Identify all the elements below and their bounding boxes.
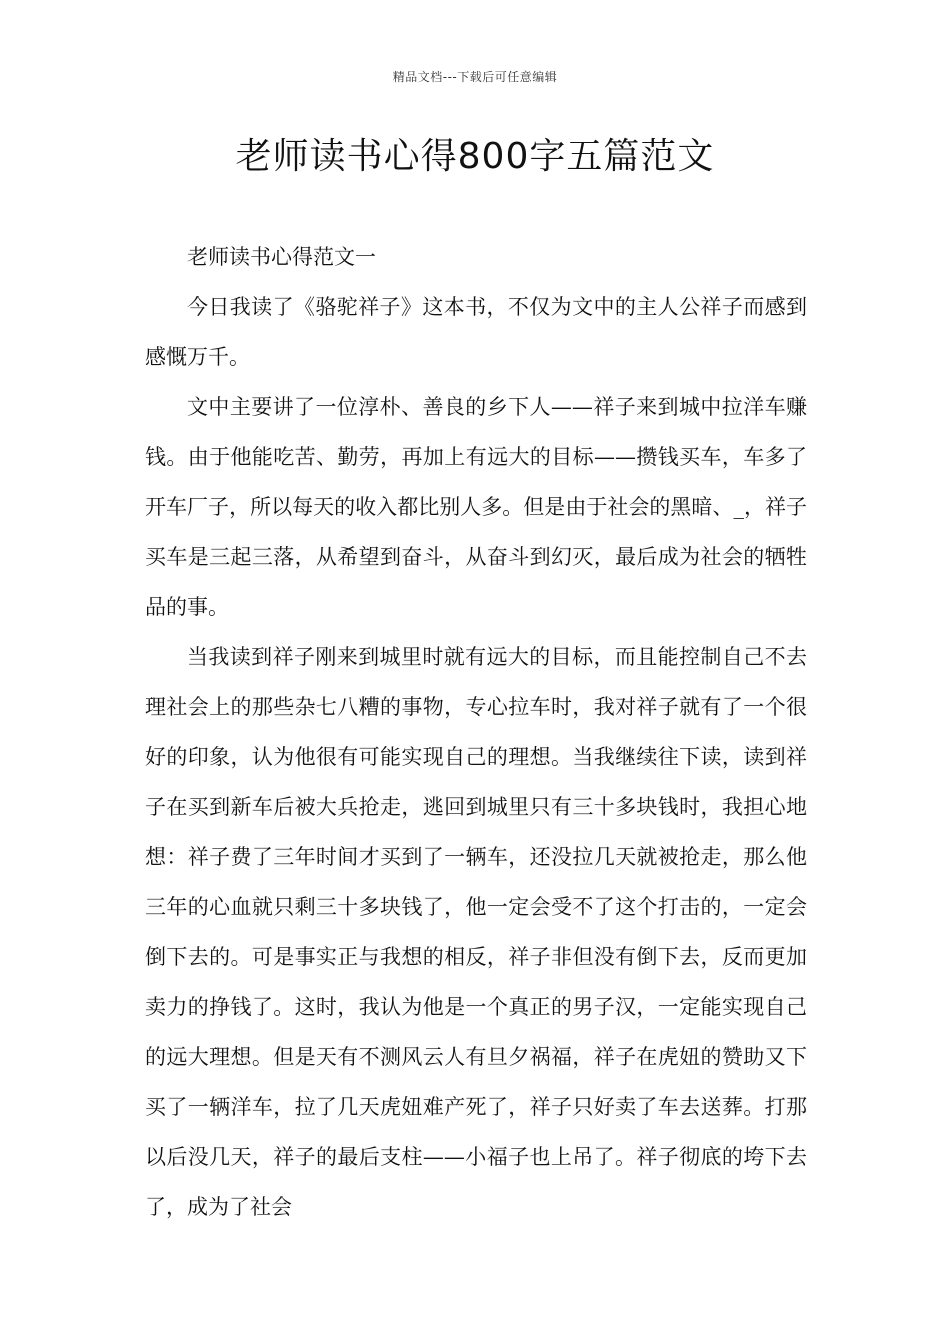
- document-body: [145, 232, 807, 1232]
- header-note: 精品文档---下载后可任意编辑: [392, 70, 558, 84]
- body-paragraph: 当我读到祥子刚来到城里时就有远大的目标，而且能控制自己不去理社会上的那些杂七八糟的事物，专心拉车时，我对祥子就有了一个很好的印象，认为他很有可能实现自己的理想。当我继续往下读，读到祥子在买到新车后被大兵抢走，逃回到城里只有三十多块钱时，我担心地想：祥子费了三年时间才买到了一辆车，还没拉几天就被抢走，那么他三年的心血就只剩三十多块钱了，他一定会受不了这个打击的，一定会倒下去的。可是事实正与我想的相反，祥子非但没有倒下去，反而更加卖力的挣钱了。这时，我认为他是一个真正的男子汉，一定能实现自己的远大理想。但是天有不测风云人有旦夕祸福，祥子在虎妞的赞助又下买了一辆洋车，拉了几天虎妞难产死了，祥子只好卖了车去送葬。打那以后没几天，祥子的最后支柱——小福子也上吊了。祥子彻底的垮下去了，成为了社会: [145, 645, 807, 1219]
- body-paragraph: 文中主要讲了一位淳朴、善良的乡下人——祥子来到城中拉洋车赚钱。由于他能吃苦、勤劳，再加上有远大的目标——攒钱买车，车多了开车厂子，所以每天的收入都比别人多。但是由于社会的黑暗、_，祥子买车是三起三落，从希望到奋斗，从奋斗到幻灭，最后成为社会的牺牲品的事。: [145, 395, 807, 619]
- document-title: 老师读书心得800字五篇范文: [235, 136, 715, 177]
- body-paragraph: 今日我读了《骆驼祥子》这本书，不仅为文中的主人公祥子而感到感慨万千。: [145, 295, 807, 369]
- section-heading: 老师读书心得范文一: [187, 245, 376, 269]
